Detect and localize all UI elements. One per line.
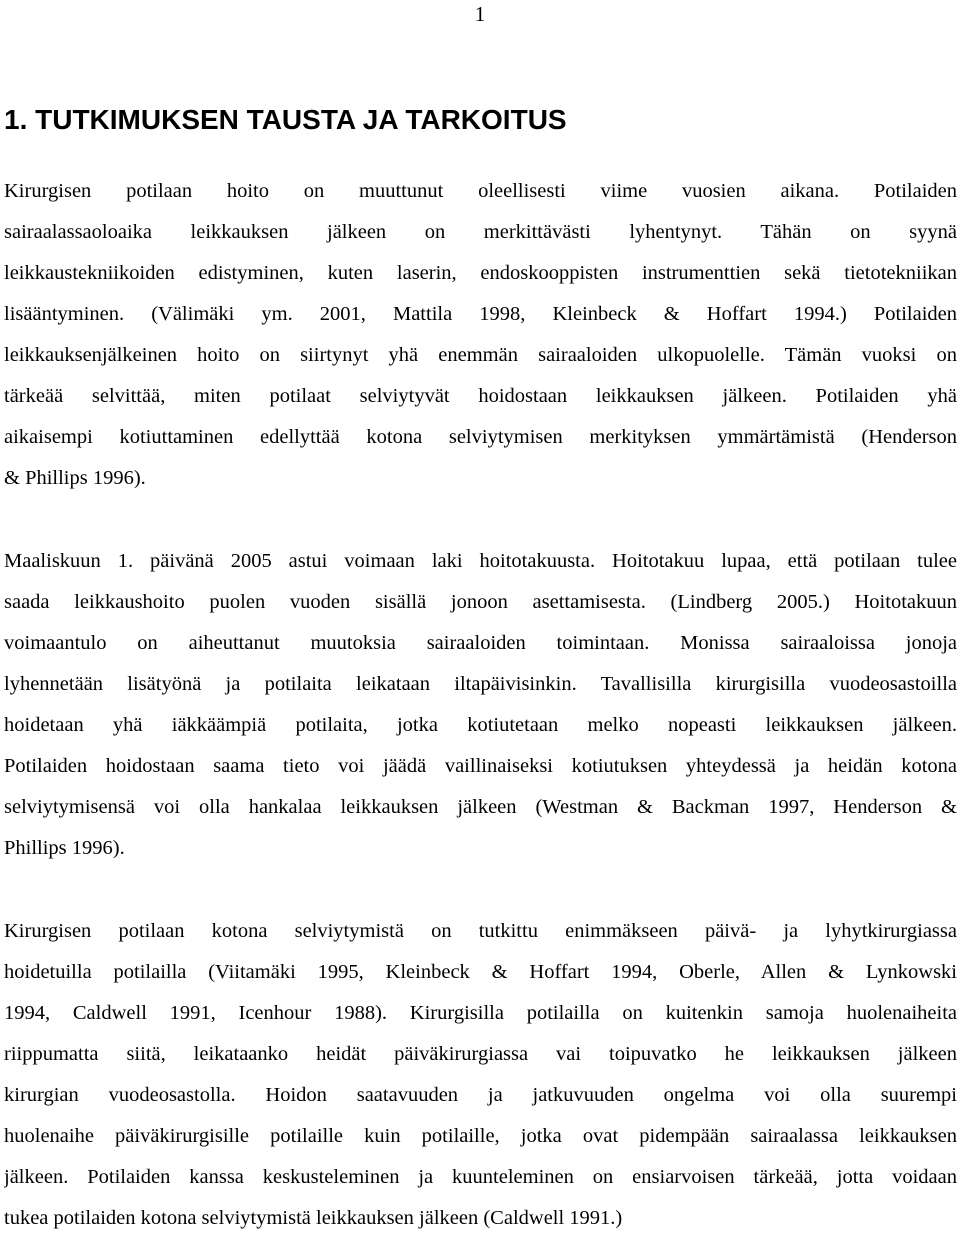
paragraph-line: kirurgian vuodeosastolla. Hoidon saatavuuden ja jatkuvuuden ongelma voi olla suurempi (4, 1084, 957, 1106)
paragraph-3 (4, 920, 957, 1248)
section-heading: 1. TUTKIMUKSEN TAUSTA JA TARKOITUS (4, 104, 567, 135)
paragraph-line: hoidetuilla potilailla (Viitamäki 1995, Kleinbeck & Hoffart 1994, Oberle, Allen & Lynkowski (4, 961, 957, 983)
paragraph-line: 1994, Caldwell 1991, Icenhour 1988). Kirurgisilla potilailla on kuitenkin samoja huolenaiheita (4, 1002, 957, 1024)
paragraph-line: voimaantulo on aiheuttanut muutoksia sairaaloiden toimintaan. Monissa sairaaloissa jonoja (4, 632, 957, 654)
paragraph-line: & Phillips 1996). (4, 467, 146, 489)
paragraph-line: leikkaustekniikoiden edistyminen, kuten laserin, endoskooppisten instrumenttien sekä tietotekniikan (4, 262, 957, 284)
paragraph-line: jälkeen. Potilaiden kanssa keskusteleminen ja kuunteleminen on ensiarvoisen tärkeää, jotta voidaan (4, 1166, 957, 1188)
paragraph-line: aikaisempi kotiuttaminen edellyttää kotona selviytymisen merkityksen ymmärtämistä (Henderson (4, 426, 957, 448)
paragraph-line: Potilaiden hoidostaan saama tieto voi jäädä vaillinaiseksi kotiutuksen yhteydessä ja heidän kotona (4, 755, 957, 777)
paragraph-line: huolenaihe päiväkirurgisille potilaille kuin potilaille, jotka ovat pidempään sairaalassa leikkauksen (4, 1125, 957, 1147)
paragraph-line: saada leikkaushoito puolen vuoden sisällä jonoon asettamisesta. (Lindberg 2005.) Hoitotakuun (4, 591, 957, 613)
paragraph-line: selviytymisensä voi olla hankalaa leikkauksen jälkeen (Westman & Backman 1997, Henderson & (4, 796, 957, 818)
paragraph-line: lisääntyminen. (Välimäki ym. 2001, Mattila 1998, Kleinbeck & Hoffart 1994.) Potilaiden (4, 303, 957, 325)
paragraph-line: Kirurgisen potilaan kotona selviytymistä on tutkittu enimmäkseen päivä- ja lyhytkirurgiassa (4, 920, 957, 942)
paragraph-line: Maaliskuun 1. päivänä 2005 astui voimaan laki hoitotakuusta. Hoitotakuu lupaa, että potilaan tulee (4, 550, 957, 572)
paragraph-line: lyhennetään lisätyönä ja potilaita leikataan iltapäivisinkin. Tavallisilla kirurgisilla vuodeosastoilla (4, 673, 957, 695)
paragraph-line: Phillips 1996). (4, 837, 125, 859)
page-number: 1 (474, 2, 486, 26)
paragraph-2 (4, 550, 957, 878)
paragraph-line: hoidetaan yhä iäkkäämpiä potilaita, jotka kotiutetaan melko nopeasti leikkauksen jälkeen. (4, 714, 957, 736)
paragraph-line: tukea potilaiden kotona selviytymistä leikkauksen jälkeen (Caldwell 1991.) (4, 1207, 623, 1229)
paragraph-line: leikkauksenjälkeinen hoito on siirtynyt yhä enemmän sairaaloiden ulkopuolelle. Tämän vuoksi on (4, 344, 957, 366)
paragraph-1 (4, 180, 957, 508)
paragraph-line: tärkeää selvittää, miten potilaat selviytyvät hoidostaan leikkauksen jälkeen. Potilaiden yhä (4, 385, 957, 407)
paragraph-line: sairaalassaoloaika leikkauksen jälkeen on merkittävästi lyhentynyt. Tähän on syynä (4, 221, 957, 243)
paragraph-line: riippumatta siitä, leikataanko heidät päiväkirurgiassa vai toipuvatko he leikkauksen jälkeen (4, 1043, 957, 1065)
paragraph-line: Kirurgisen potilaan hoito on muuttunut oleellisesti viime vuosien aikana. Potilaiden (4, 180, 957, 202)
